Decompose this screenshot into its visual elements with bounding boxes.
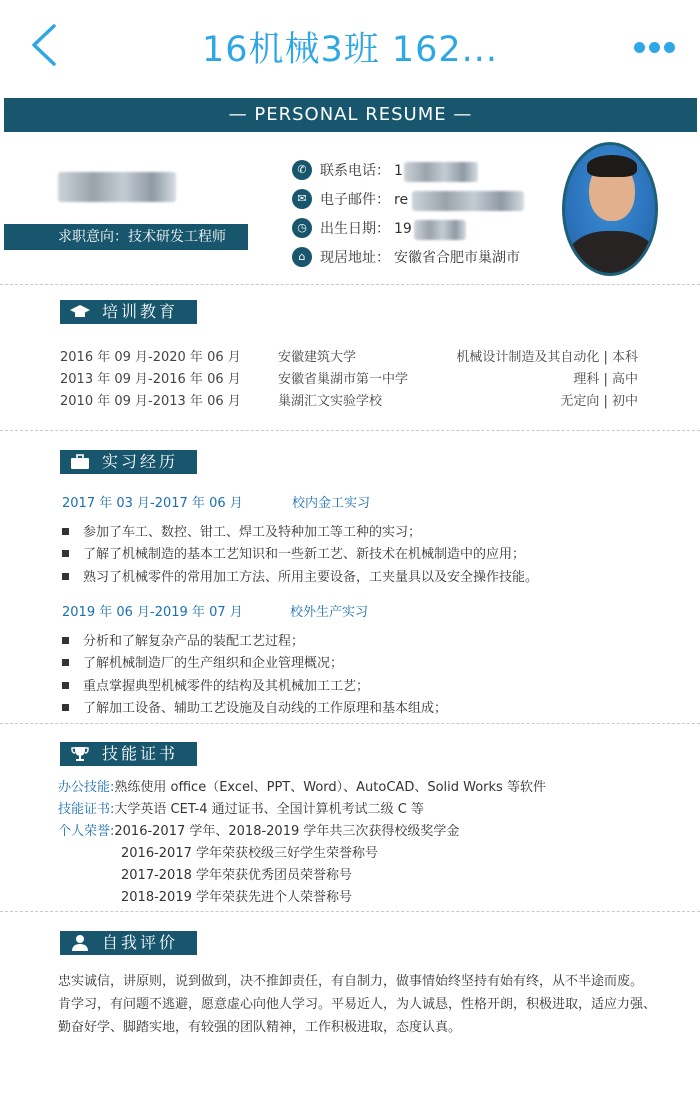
contact-label: 联系电话： [320,163,390,179]
resume-banner: — PERSONAL RESUME — [4,98,697,132]
divider [0,911,700,912]
profile-photo [562,142,658,276]
skill-honor: 个人荣誉:2016-2017 学年、2018-2019 学年共三次获得校级奖学金 [58,824,460,839]
contact-phone [292,158,552,187]
job-intent-tag: 求职意向：技术研发工程师 [4,224,248,250]
divider [0,430,700,431]
list-item: 分析和了解复杂产品的装配工艺过程； [62,630,304,649]
redaction-mask [404,162,478,182]
redaction-mask [414,220,466,240]
divider [0,723,700,724]
contact-label: 电子邮件： [320,192,390,208]
edu-school: 安徽建筑大学 [278,350,357,365]
edu-school: 巢湖汇文实验学校 [278,394,383,409]
edu-period: 2016 年 09 月-2020 年 06 月 [60,350,241,365]
page-title: 16机械3班 162... [201,30,499,70]
edu-school: 安徽省巢湖市第一中学 [278,372,409,387]
honor-item: 2018-2019 学年荣获先进个人荣誉称号 [121,890,352,905]
divider [0,284,700,285]
briefcase-icon [70,453,90,471]
contact-value: re [394,192,409,208]
list-item: 熟习了机械零件的常用加工方法、所用主要设备，工夹量具以及安全操作技能。 [62,566,538,585]
intern-period: 2019 年 06 月-2019 年 07 月 [62,605,243,620]
list-item: 了解了机械制造的基本工艺知识和一些新工艺、新技术在机械制造中的应用； [62,543,525,562]
honor-item: 2016-2017 学年荣获校级三好学生荣誉称号 [121,846,378,861]
honor-item: 2017-2018 学年荣获优秀团员荣誉称号 [121,868,352,883]
clock-icon: ◷ [292,218,312,238]
chevron-left-icon[interactable] [26,22,66,68]
edu-major: 无定向 | 初中 [560,394,638,409]
section-education-header [60,300,197,324]
intern-name: 校内金工实习 [292,496,371,511]
contact-value: 安徽省合肥市巢湖市 [394,250,520,266]
list-item: 了解加工设备、辅助工艺设施及自动线的工作原理和基本组成； [62,697,447,716]
trophy-icon [70,745,90,763]
home-icon: ⌂ [292,247,312,267]
candidate-name-redacted [58,168,178,204]
contact-email [292,187,552,216]
skill-office: 办公技能:熟练使用 office（Excel、PPT、Word）、AutoCAD、Solid Works 等软件 [58,780,546,795]
skill-cert: 技能证书:大学英语 CET-4 通过证书、全国计算机考试二级 C 等 [58,802,424,817]
redaction-mask [412,191,524,211]
graduation-cap-icon [70,303,90,321]
edu-period: 2010 年 09 月-2013 年 06 月 [60,394,241,409]
self-eval-line: 勤奋好学、脚踏实地，有较强的团队精神，工作积极进取，态度认真。 [58,1020,462,1035]
contact-address [292,245,552,274]
section-self-eval-header [60,931,197,955]
edu-major: 理科 | 高中 [573,372,638,387]
phone-icon: ✆ [292,160,312,180]
section-title: 技能证书 [102,744,179,763]
top-navbar [0,0,700,92]
intern-name: 校外生产实习 [290,605,369,620]
self-eval-paragraph [58,970,658,1039]
section-internship-header [60,450,197,474]
contact-value: 1 [394,163,403,179]
section-title: 自我评价 [102,933,179,952]
list-item: 重点掌握典型机械零件的结构及其机械加工工艺； [62,675,369,694]
contact-value: 19 [394,221,412,237]
edu-major: 机械设计制造及其自动化 | 本科 [456,350,638,365]
person-icon [70,934,90,952]
list-item: 了解机械制造厂的生产组织和企业管理概况； [62,652,343,671]
self-eval-line: 肯学习，有问题不逃避，愿意虚心向他人学习。平易近人，为人诚恳，性格开朗，积极进取，适应力强、 [58,997,657,1012]
contact-label: 现居地址： [320,250,390,266]
self-eval-line: 忠实诚信，讲原则，说到做到，决不推卸责任，有自制力，做事情始终坚持有始有终，从不半途而废。 [58,974,644,989]
section-skills-header [60,742,197,766]
intern-period: 2017 年 03 月-2017 年 06 月 [62,496,243,511]
section-title: 实习经历 [102,452,179,471]
list-item: 参加了车工、数控、钳工、焊工及特种加工等工种的实习； [62,521,421,540]
mail-icon: ✉ [292,189,312,209]
contact-birthdate [292,216,552,245]
contact-label: 出生日期： [320,221,390,237]
section-title: 培训教育 [102,302,179,321]
more-dots-icon[interactable] [634,38,680,52]
contact-list [292,158,552,274]
edu-period: 2013 年 09 月-2016 年 06 月 [60,372,241,387]
